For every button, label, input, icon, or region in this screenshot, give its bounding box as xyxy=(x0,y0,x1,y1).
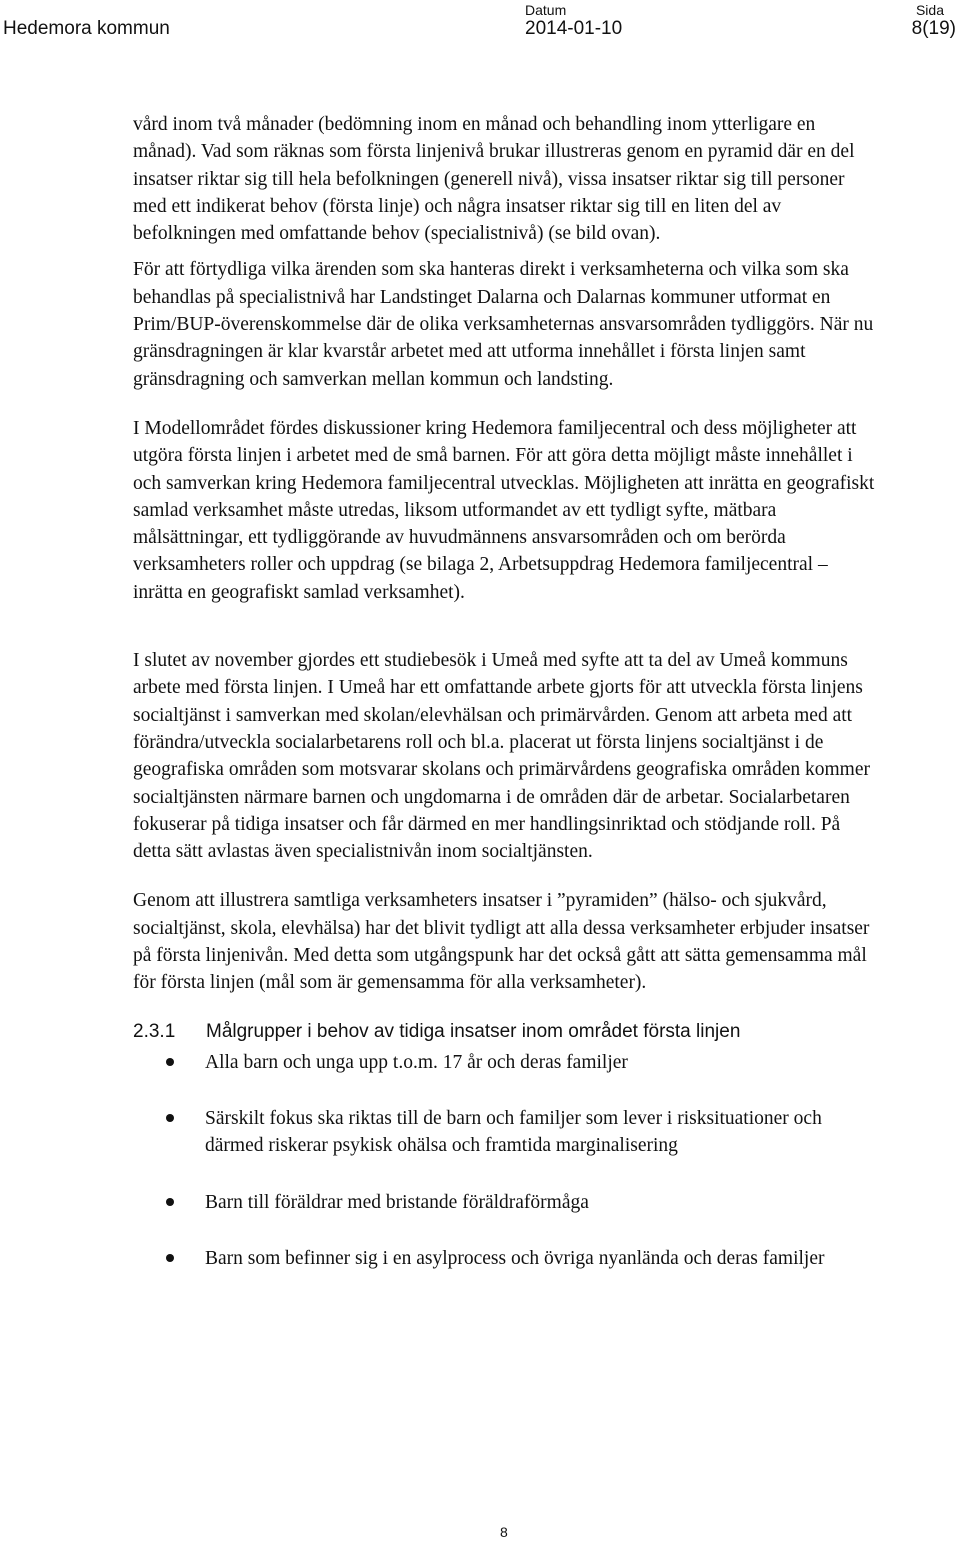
bullet-icon xyxy=(166,1198,174,1206)
organization-name: Hedemora kommun xyxy=(3,18,170,39)
date-label: Datum xyxy=(525,2,567,18)
list-item xyxy=(133,1049,878,1076)
document-body xyxy=(133,111,878,1301)
paragraph: För att förtydliga vilka ärenden som ska hanteras direkt i verksamheterna och vilka som ska behandlas på specialistnivå har Landstinget Dalarna och Dalarnas kommuner utformat en Prim/BUP-överenskommelse där de olika verksamheternas ansvarsområden tydliggörs. När nu gränsdragningen är klar kvarstår arbetet med att utforma innehållet i första linjen samt gränsdragning och samverkan mellan kommun och landsting. xyxy=(133,259,874,390)
paragraph: I slutet av november gjordes ett studiebesök i Umeå med syfte att ta del av Umeå kommuns arbete med första linjen. I Umeå har ett omfattande arbete gjorts för att utveckla första linjens socialtjänst i samverkan med skolan/elevhälsan och primärvården. Genom att arbeta med att förändra/utveckla socialarbetarens roll och bl.a. placerat ut första linjens socialtjänst i de geografiska områden som motsvarar skolans och primärvårdens geografiska områden kommer socialtjänsten närmare barnen och ungdomarna i de områden där de arbetar. Socialarbetaren fokuserar på tidiga insatser och får därmed en mer handlingsinriktad och stödjande roll. På detta sätt avlastas även specialistnivån inom socialtjänsten. xyxy=(133,650,870,863)
section-number: 2.3.1 xyxy=(133,1020,176,1042)
page-label: Sida xyxy=(915,2,944,18)
page-indicator: 8(19) xyxy=(911,18,956,39)
section-heading xyxy=(133,1019,878,1045)
list-item-text: Barn som befinner sig i en asylprocess och övriga nyanlända och deras familjer xyxy=(205,1247,825,1269)
paragraph: vård inom två månader (bedömning inom en månad och behandling inom ytterligare en månad). Vad som räknas som första linjenivå brukar illustreras genom en pyramid där en del insatser riktar sig till hela befolkningen (generell nivå), vissa insatser riktar sig till personer med ett indikerat behov (första linje) och några insatser riktar sig till en liten del av befolkningen med omfattande behov (specialistnivå) (se bild ovan). xyxy=(133,114,855,245)
paragraph: Genom att illustrera samtliga verksamheters insatser i ”pyramiden” (hälso- och sjukvård, socialtjänst, skola, elevhälsa) har det blivit tydligt att alla dessa verksamheter erbjuder insatser på första linjenivån. Med detta som utgångspunk har det också gått att sätta gemensamma mål för första linjen (mål som är gemensamma för alla verksamheter). xyxy=(133,890,870,994)
list-item-text: Alla barn och unga upp t.o.m. 17 år och deras familjer xyxy=(205,1051,628,1073)
list-item xyxy=(133,1189,878,1216)
list-item-text: Särskilt fokus ska riktas till de barn och familjer som lever i risksituationer och därmed riskerar psykisk ohälsa och framtida marginalisering xyxy=(205,1107,822,1157)
document-date: 2014-01-10 xyxy=(525,18,623,39)
list-item-text: Barn till föräldrar med bristande föräldraförmåga xyxy=(205,1191,589,1213)
section-title: Målgrupper i behov av tidiga insatser inom området första linjen xyxy=(206,1020,741,1042)
paragraph: I Modellområdet fördes diskussioner kring Hedemora familjecentral och dess möjligheter att utgöra första linjen i arbetet med de små barnen. För att göra detta möjligt måste innehållet i och samverkan kring Hedemora familjecentral utvecklas. Möjligheten att inrätta en geografiskt samlad verksamhet måste utredas, liksom utformandet av ett tydligt syfte, mätbara målsättningar, ett tydliggörande av huvudmännens ansvarsområden och om berörda verksamheters roller och uppdrag (se bilaga 2, Arbetsuppdrag Hedemora familjecentral – inrätta en geografiskt samlad verksamhet). xyxy=(133,417,875,603)
target-group-list xyxy=(133,1049,878,1272)
list-item xyxy=(133,1245,878,1272)
bullet-icon xyxy=(166,1114,174,1122)
footer-page-number: 8 xyxy=(500,1524,508,1540)
bullet-icon xyxy=(166,1058,174,1066)
list-item xyxy=(133,1105,878,1160)
bullet-icon xyxy=(166,1254,174,1262)
page-header xyxy=(0,0,960,50)
